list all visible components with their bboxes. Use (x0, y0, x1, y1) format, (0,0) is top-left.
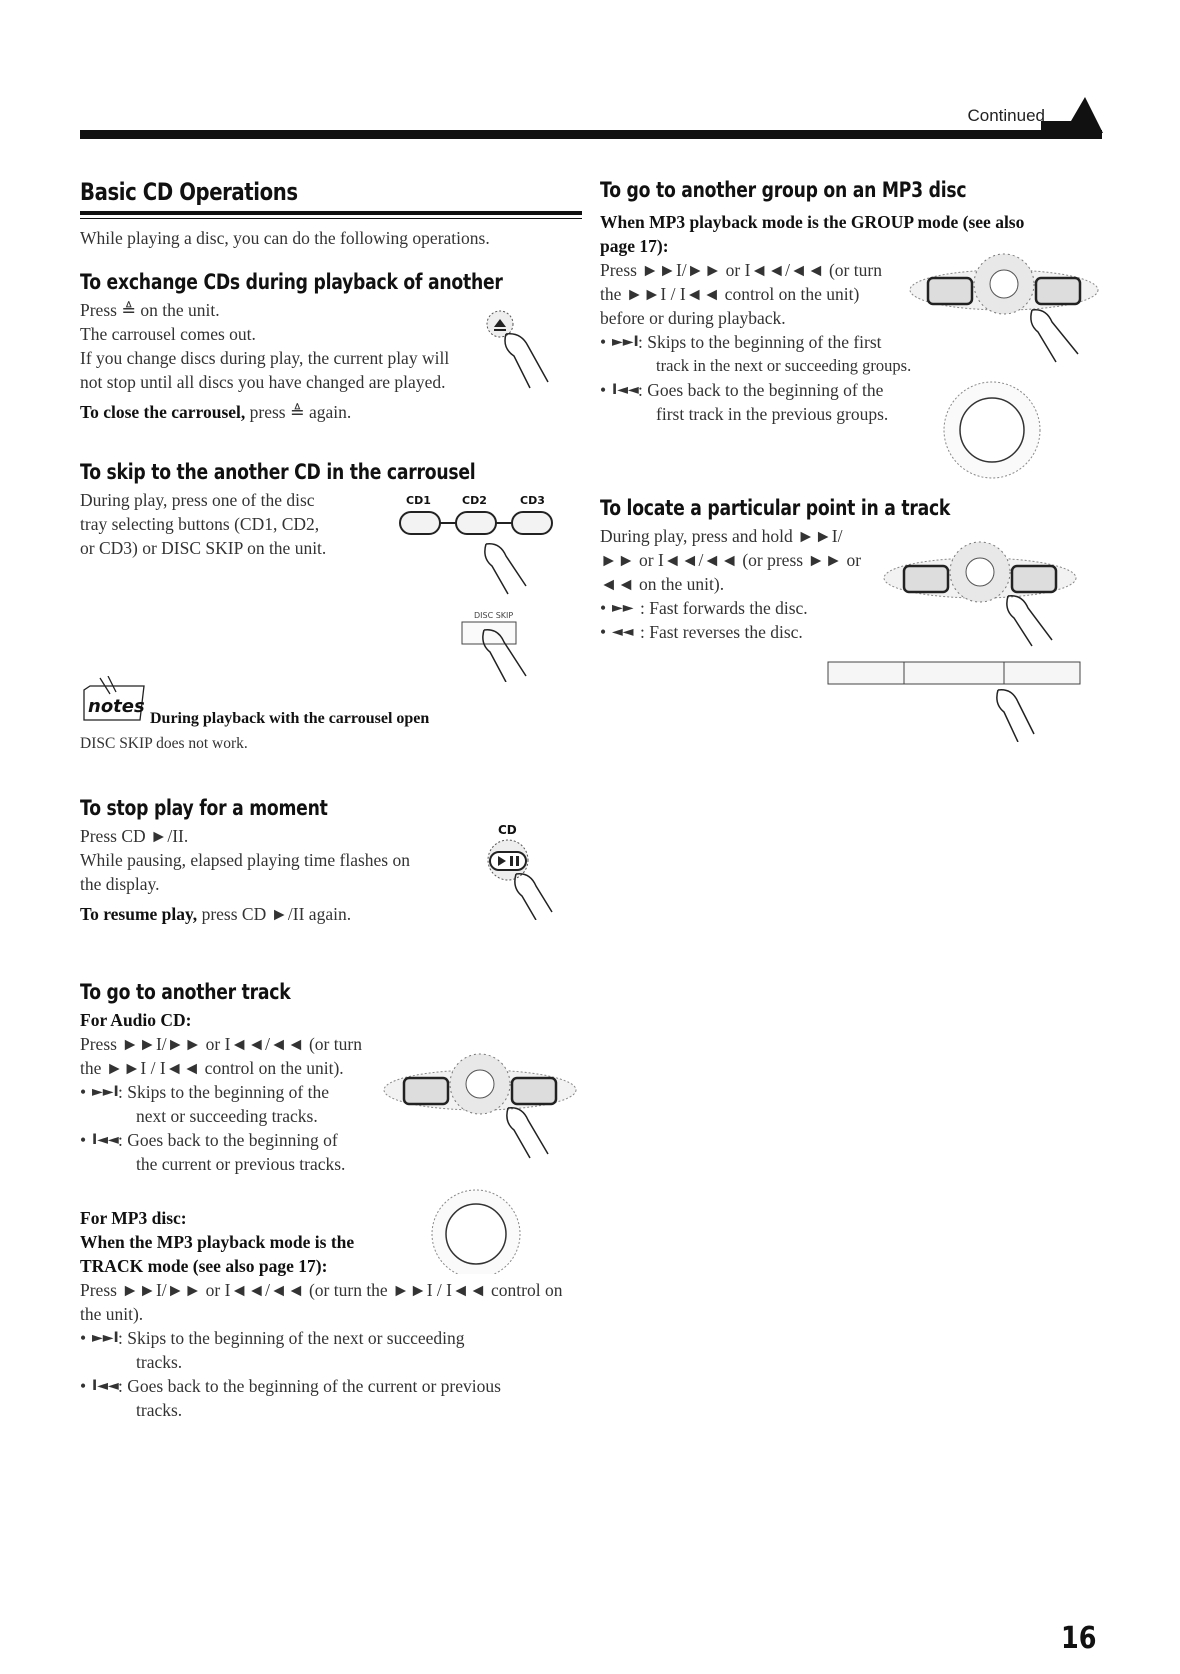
skip-heading: To skip to the another CD in the carrousel (80, 460, 476, 484)
stop-line: Press CD ►/II. (80, 826, 189, 846)
audio-cd-label: For Audio CD: (80, 1010, 192, 1030)
audio-line: the ►►I / I◄◄ control on the unit). (80, 1058, 344, 1078)
section-title: Basic CD Operations (80, 178, 298, 206)
notes-text: DISC SKIP does not work. (80, 735, 248, 752)
intro-text: While playing a disc, you can do the following operations. (80, 228, 490, 248)
resume-rest: press CD ►/II again. (197, 904, 352, 924)
group-mode-line: page 17): (600, 236, 669, 256)
group-line: before or during playback. (600, 308, 786, 328)
cd-play-pause-illustration (476, 820, 556, 920)
continued-label: Continued (967, 106, 1045, 125)
skip-body (80, 488, 326, 560)
mp3-bullet-cont: tracks. (136, 1352, 183, 1372)
resume-instruction (80, 902, 410, 926)
section-title-rule (80, 211, 582, 215)
cd-buttons-illustration (392, 486, 568, 682)
header-rule (80, 130, 1102, 139)
exchange-line: If you change discs during play, the current play will (80, 348, 450, 368)
locate-heading: To locate a particular point in a track (600, 496, 951, 520)
group-heading: To go to another group on an MP3 disc (600, 178, 967, 202)
disc-skip-label: DISC SKIP (474, 611, 514, 620)
group-bullet: • I◄◄ : Goes back to the beginning of the (600, 380, 884, 400)
resume-bold: To resume play, (80, 904, 198, 924)
mp3-label: For MP3 disc: (80, 1208, 187, 1228)
group-mode-line: When MP3 playback mode is the GROUP mode (see also (600, 212, 1025, 232)
mp3-line: the unit). (80, 1304, 144, 1324)
cd3-button-label: CD3 (520, 494, 545, 507)
mp3-mode-line: TRACK mode (see also page 17): (80, 1256, 328, 1276)
stop-line: the display. (80, 874, 160, 894)
skip-control-and-dial-illustration (380, 1044, 580, 1274)
locate-line: ►► or I◄◄/◄◄ (or press ►► or (600, 550, 862, 570)
audio-bullet-cont: next or succeeding tracks. (136, 1106, 318, 1126)
mp3-bullet: • ►►I : Skips to the beginning of the next or succeeding (80, 1328, 465, 1348)
close-instruction (80, 400, 550, 424)
audio-line: Press ►►I/►► or I◄◄/◄◄ (or turn (80, 1034, 362, 1054)
locate-bullet: • ►► : Fast forwards the disc. (600, 598, 808, 618)
locate-line: During play, press and hold ►►I/ (600, 526, 843, 546)
skip-line: tray selecting buttons (CD1, CD2, (80, 514, 320, 534)
locate-line: ◄◄ on the unit). (600, 574, 725, 594)
group-line: Press ►►I/►► or I◄◄/◄◄ (or turn (600, 260, 882, 280)
notes-icon-label: notes (88, 696, 145, 717)
mp3-bullet: • I◄◄ : Goes back to the beginning of the current or previous (80, 1376, 501, 1396)
mp3-line: Press ►►I/►► or I◄◄/◄◄ (or turn the ►►I / I◄◄ control on (80, 1280, 563, 1300)
mp3-bullet-cont: tracks. (136, 1400, 183, 1420)
cd2-button-label: CD2 (462, 494, 487, 507)
section-title-rule-thin (80, 218, 582, 219)
skip-line: During play, press one of the disc (80, 490, 315, 510)
group-bullet-cont: track in the next or succeeding groups. (656, 356, 912, 375)
group-bullet: • ►►I : Skips to the beginning of the first (600, 332, 882, 352)
notes-heading: During playback with the carrousel open (150, 710, 430, 727)
stop-body (80, 824, 410, 926)
track-heading: To go to another track (80, 980, 291, 1004)
stop-heading: To stop play for a moment (80, 796, 328, 820)
group-skip-control-illustration (906, 250, 1102, 490)
page-number: 16 (1061, 1621, 1097, 1656)
skip-line: or CD3) or DISC SKIP on the unit. (80, 538, 327, 558)
exchange-line: not stop until all discs you have changed are played. (80, 372, 446, 392)
continued-arrow-icon (1041, 95, 1103, 135)
locate-control-illustration (820, 530, 1090, 742)
stop-line: While pausing, elapsed playing time flashes on (80, 850, 410, 870)
exchange-line: The carrousel comes out. (80, 324, 256, 344)
cd1-button-label: CD1 (406, 494, 431, 507)
audio-bullet-cont: the current or previous tracks. (136, 1154, 346, 1174)
exchange-line: Press ≜ on the unit. (80, 300, 220, 320)
close-bold: To close the carrousel, (80, 402, 246, 422)
mp3-mode-line: When the MP3 playback mode is the (80, 1232, 355, 1252)
audio-bullet: • ►►I : Skips to the beginning of the (80, 1082, 329, 1102)
exchange-heading: To exchange CDs during playback of another (80, 270, 503, 294)
audio-bullet: • I◄◄ : Goes back to the beginning of (80, 1130, 338, 1150)
eject-button-hand-illustration (466, 304, 552, 390)
close-rest: press ≜ again. (245, 402, 352, 422)
group-bullet-cont: first track in the previous groups. (656, 404, 889, 424)
cd-play-button-label: CD (498, 823, 517, 837)
group-line: the ►►I / I◄◄ control on the unit) (600, 284, 860, 304)
locate-bullet: • ◄◄ : Fast reverses the disc. (600, 622, 803, 642)
notes-icon (80, 676, 150, 722)
